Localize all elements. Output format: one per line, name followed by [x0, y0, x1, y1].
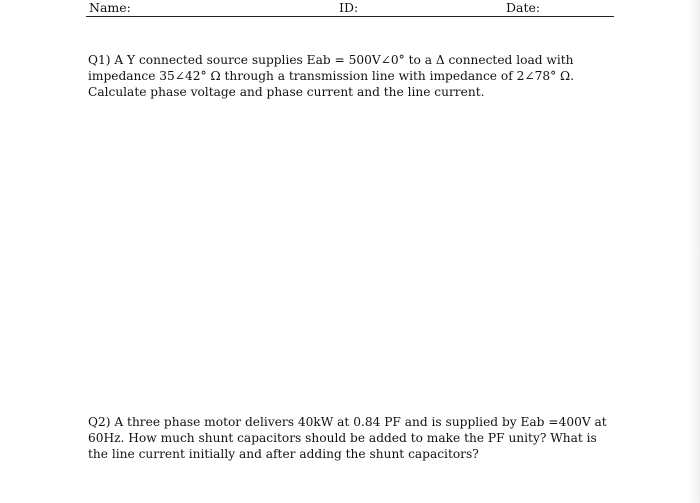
page-edge-shadow: [688, 0, 700, 503]
question-2: Q2) A three phase motor delivers 40kW at 0.84 PF and is supplied by Eab =400V at 60Hz. How much shunt capacitors should be added to make the PF unity? What is the line current initially and after adding the shunt capacitors?: [88, 415, 607, 461]
question-1: Q1) A Y connected source supplies Eab = 500V∠0° to a Δ connected load with impedance 35∠42° Ω through a transmission line with impedance of 2∠78° Ω. Calculate phase voltage and phase current and the line current.: [88, 53, 575, 99]
id-label: ID:: [339, 0, 359, 15]
date-label: Date:: [506, 0, 541, 15]
name-label: Name:: [89, 0, 131, 15]
header-row: [86, 0, 614, 17]
